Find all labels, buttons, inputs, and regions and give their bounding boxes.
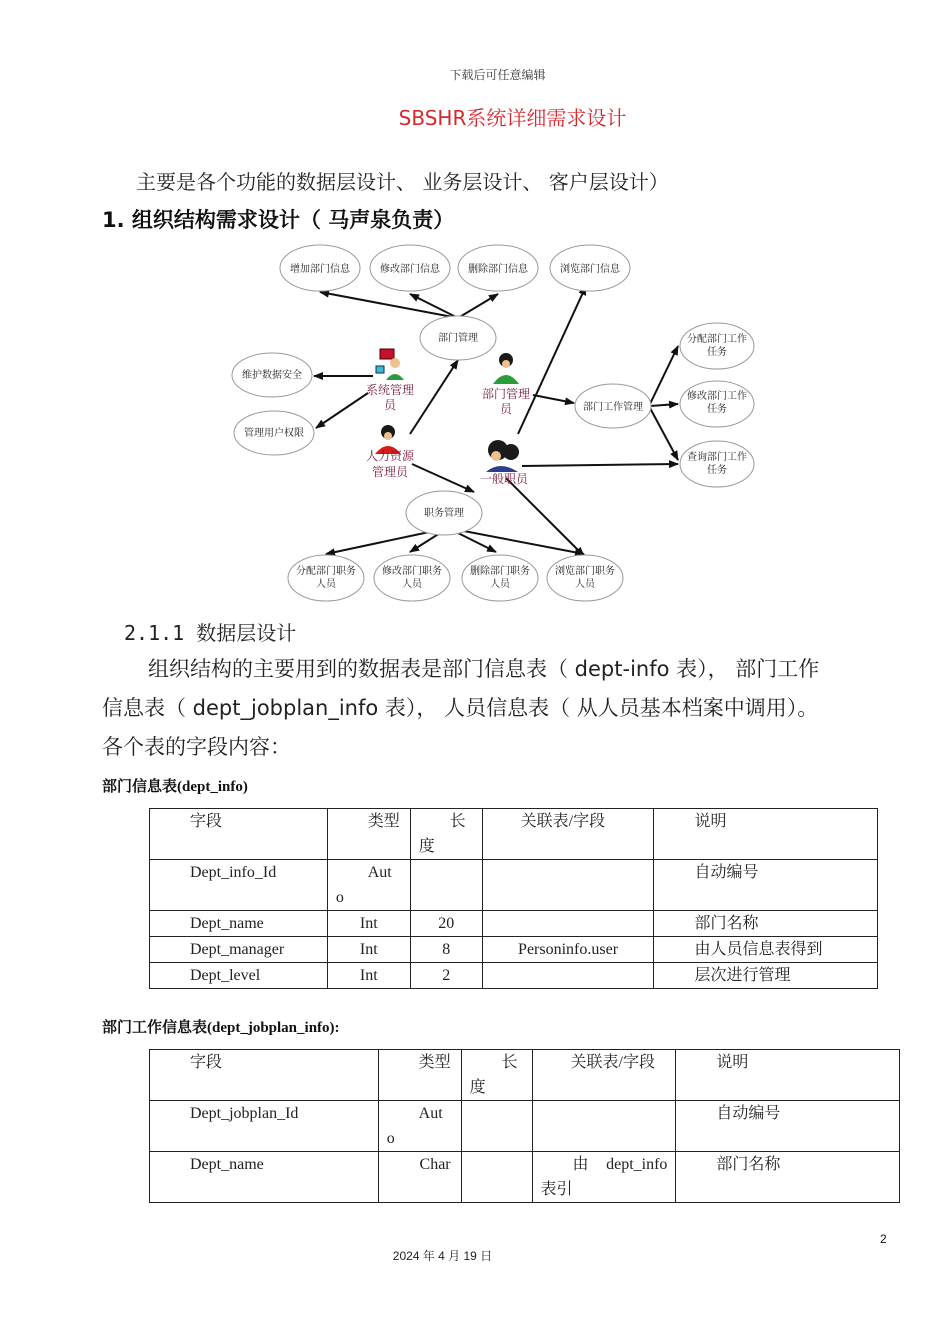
edge-sys-perm	[316, 393, 368, 428]
label-del-dept: 删除部门信息	[468, 264, 528, 275]
th-field: 字段	[150, 1050, 379, 1101]
table-header-row	[150, 809, 878, 860]
label-query-task-2: 任务	[707, 465, 727, 476]
label-deptmgr-2: 员	[499, 402, 513, 416]
cell-type: Char	[378, 1152, 461, 1203]
cell-length	[461, 1152, 532, 1203]
table1-caption: 部门信息表(dept_info)	[102, 779, 248, 795]
cell-description: 自动编号	[676, 1101, 900, 1152]
th-relation: 关联表/字段	[482, 809, 654, 860]
cell-length: 20	[410, 911, 482, 937]
cell-relation: 由 dept_info 表引	[532, 1152, 676, 1203]
node-assign-task	[680, 323, 754, 369]
label-assign-pos-1: 分配部门职务	[296, 566, 356, 577]
cell-field: Dept_name	[150, 911, 328, 937]
edge-hr-job	[412, 464, 474, 492]
label-sysadmin-2: 员	[383, 398, 397, 412]
cell-description: 层次进行管理	[654, 963, 878, 989]
node-edit-pos	[374, 555, 450, 601]
intro-text: 主要是各个功能的数据层设计、 业务层设计、 客户层设计）	[136, 170, 669, 194]
th-length: 长 度	[461, 1050, 532, 1101]
node-query-task	[680, 441, 754, 487]
label-view-pos-1: 浏览部门职务	[555, 566, 615, 577]
th-length: 长 度	[410, 809, 482, 860]
edge-work-assign	[650, 346, 678, 404]
table-row	[150, 1101, 900, 1152]
edge-mgr-work	[533, 395, 574, 403]
table-row	[150, 937, 878, 963]
label-edit-pos-2: 人员	[402, 579, 422, 590]
edge-work-edit	[650, 404, 678, 406]
cell-relation	[482, 860, 654, 911]
edge-staff-query	[522, 464, 678, 466]
cell-relation	[482, 911, 654, 937]
label-edit-task-1: 修改部门工作	[687, 391, 747, 402]
table2-caption: 部门工作信息表(dept_jobplan_info):	[102, 1020, 340, 1036]
th-field: 字段	[150, 809, 328, 860]
cell-description: 自动编号	[654, 860, 878, 911]
dept-jobplan-table	[149, 1049, 900, 1203]
label-view-pos-2: 人员	[575, 579, 595, 590]
label-dept-mgmt: 部门管理	[438, 333, 478, 344]
edge-staff-viewpos	[506, 478, 584, 556]
label-edit-pos-1: 修改部门职务	[382, 566, 442, 577]
label-assign-pos-2: 人员	[316, 579, 336, 590]
node-view-pos	[547, 555, 623, 601]
label-view-dept: 浏览部门信息	[560, 264, 620, 275]
th-type: 类型	[378, 1050, 461, 1101]
section-heading: 1. 组织结构需求设计（ 马声泉负责）	[102, 208, 455, 232]
edge-job-view	[448, 528, 584, 554]
label-hr-1: 人力资源	[365, 449, 415, 463]
deptmgr-actor-icon	[493, 353, 519, 384]
cell-relation	[482, 963, 654, 989]
cell-field: Dept_info_Id	[150, 860, 328, 911]
sysadmin-actor-icon	[376, 349, 404, 380]
table-row	[150, 860, 878, 911]
label-staff: 一般职员	[479, 472, 529, 486]
cell-field: Dept_name	[150, 1152, 379, 1203]
cell-description: 由人员信息表得到	[654, 937, 878, 963]
label-del-pos-2: 人员	[490, 579, 510, 590]
cell-description: 部门名称	[654, 911, 878, 937]
table-row	[150, 911, 878, 937]
document-title: SBSHR系统详细需求设计	[398, 106, 627, 130]
table-row	[150, 1152, 900, 1203]
label-dept-work-mgmt: 部门工作管理	[583, 402, 643, 413]
edge-hr-dept	[410, 360, 458, 434]
th-relation: 关联表/字段	[532, 1050, 676, 1101]
edge-work-query	[650, 408, 678, 460]
para-line-3: 各个表的字段内容：	[102, 735, 291, 759]
th-description: 说明	[676, 1050, 900, 1101]
label-edit-task-2: 任务	[707, 404, 727, 415]
label-sysadmin-1: 系统管理	[365, 383, 415, 397]
th-description: 说明	[654, 809, 878, 860]
cell-type: Int	[327, 911, 410, 937]
cell-type: Int	[327, 963, 410, 989]
node-del-pos	[462, 555, 538, 601]
cell-type: Int	[327, 937, 410, 963]
para-line-2: 信息表（ dept_jobplan_info 表）， 人员信息表（ 从人员基本档案中调用）。	[102, 696, 819, 720]
label-assign-task-2: 任务	[707, 347, 727, 358]
page-header: 下载后可任意编辑	[449, 68, 546, 82]
page-footer-date: 2024 年 4 月 19 日	[392, 1249, 493, 1263]
body-paragraph	[102, 650, 902, 767]
table-row	[150, 963, 878, 989]
label-maint-sec: 维护数据安全	[242, 370, 302, 381]
edge-dept-del	[458, 294, 498, 318]
subsection-heading: 2.1.1 数据层设计	[124, 621, 297, 645]
cell-type: Aut o	[327, 860, 410, 911]
cell-field: Dept_jobplan_Id	[150, 1101, 379, 1152]
page-number: 2	[880, 1232, 887, 1246]
cell-relation	[532, 1101, 676, 1152]
cell-description: 部门名称	[676, 1152, 900, 1203]
table-header-row	[150, 1050, 900, 1101]
dept-info-table	[149, 808, 878, 989]
label-query-task-1: 查询部门工作	[687, 452, 747, 463]
label-assign-task-1: 分配部门工作	[687, 334, 747, 345]
use-case-diagram	[228, 238, 768, 608]
label-job-mgmt: 职务管理	[424, 508, 464, 519]
staff-actor-icon	[486, 440, 519, 472]
label-add-dept: 增加部门信息	[290, 264, 350, 275]
cell-length	[461, 1101, 532, 1152]
cell-type: Aut o	[378, 1101, 461, 1152]
cell-field: Dept_level	[150, 963, 328, 989]
label-user-perm: 管理用户权限	[244, 428, 304, 439]
cell-length: 8	[410, 937, 482, 963]
node-assign-pos	[288, 555, 364, 601]
label-hr-2: 管理员	[371, 465, 409, 479]
label-deptmgr-1: 部门管理	[481, 387, 531, 401]
label-edit-dept: 修改部门信息	[380, 264, 440, 275]
cell-field: Dept_manager	[150, 937, 328, 963]
cell-length: 2	[410, 963, 482, 989]
para-line-1: 组织结构的主要用到的数据表是部门信息表（ dept-info 表）， 部门工作	[148, 657, 820, 681]
cell-length	[410, 860, 482, 911]
th-type: 类型	[327, 809, 410, 860]
cell-relation: Personinfo.user	[482, 937, 654, 963]
edge-dept-add	[320, 292, 458, 318]
label-del-pos-1: 删除部门职务	[470, 566, 530, 577]
